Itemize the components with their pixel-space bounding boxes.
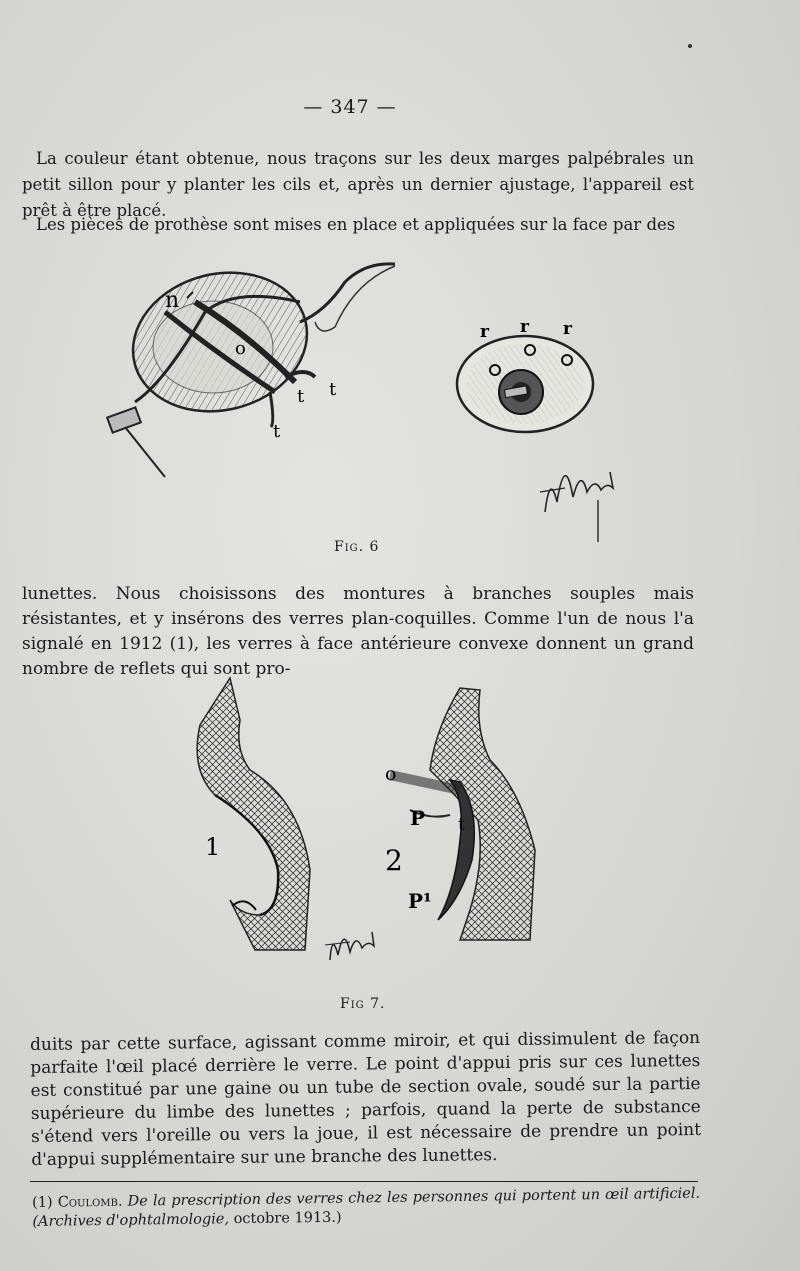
fig6-signature bbox=[540, 472, 613, 542]
fig7-signature bbox=[325, 932, 374, 960]
fig7-label-p1: P¹ bbox=[408, 889, 432, 913]
footnote-journal: (Archives d'ophtalmologie, bbox=[32, 1211, 230, 1230]
fig6-label-r2: r bbox=[520, 317, 529, 337]
fig6-label-r1: r bbox=[480, 322, 489, 342]
page-number: — 347 — bbox=[303, 96, 397, 118]
profile-1-drawing bbox=[197, 678, 310, 950]
figure-6-caption: Fig. 6 bbox=[334, 539, 380, 555]
footnote-title: De la prescription des verres chez les personnes qui portent un œil artificiel. bbox=[127, 1185, 701, 1210]
fig7-label-2: 2 bbox=[385, 844, 403, 877]
fig6-label-o: o bbox=[235, 338, 246, 359]
print-speck bbox=[688, 44, 692, 48]
figure-6-illustration bbox=[95, 252, 655, 542]
prosthesis-shell-drawing bbox=[107, 255, 395, 477]
paragraph-4: duits par cette surface, agissant comme miroir, et qui dissimulent de façon parfaite l'œil placé derrière le verre. Le point d'appui pris sur ces lunettes est constitué par une gaine ou un tube de section ovale, soudé sur la partie supérieure du limbe des lunettes ; parfois, quand la perte de substance s'étend vers l'oreille ou vers la joue, il est nécessaire de prendre un point d'appui supplémentaire sur une branche des lunettes. bbox=[30, 1027, 702, 1170]
fig7-label-o: o bbox=[385, 763, 397, 785]
paragraph-1: La couleur étant obtenue, nous traçons sur les deux marges palpébrales un petit sillon pour y planter les cils et, après un dernier ajustage, l'appareil est prêt à être placé. bbox=[22, 149, 694, 220]
footnote-marker: (1) bbox=[32, 1194, 53, 1211]
paragraph-2: Les pièces de prothèse sont mises en place et appliquées sur la face par des bbox=[36, 215, 676, 234]
fig7-label-1: 1 bbox=[205, 833, 221, 861]
fig6-label-t3: t bbox=[273, 421, 281, 442]
footnote bbox=[32, 1185, 700, 1232]
footnote-divider bbox=[30, 1181, 698, 1182]
fig6-label-r3: r bbox=[563, 319, 572, 339]
fig6-label-t1: t bbox=[297, 386, 305, 407]
paragraph-3: lunettes. Nous choisissons des montures à branches souples mais résistantes, et y insérons des verres plan-coquilles. Comme l'un de nous l'a signalé en 1912 (1), les verres à face antérieure convexe donnent un grand nombre de reflets qui sont pro- bbox=[22, 584, 694, 679]
fig6-label-t2: t bbox=[329, 379, 337, 400]
footnote-date: octobre 1913.) bbox=[233, 1209, 342, 1228]
fig7-label-p: P bbox=[410, 806, 426, 830]
footnote-author: Coulomb. bbox=[57, 1193, 123, 1211]
artificial-eye-drawing bbox=[457, 336, 593, 432]
figure-7-caption: Fig 7. bbox=[340, 996, 386, 1012]
fig6-label-n: n bbox=[165, 288, 180, 313]
figure-7-illustration bbox=[160, 670, 560, 970]
fig7-label-t: t bbox=[458, 815, 465, 835]
